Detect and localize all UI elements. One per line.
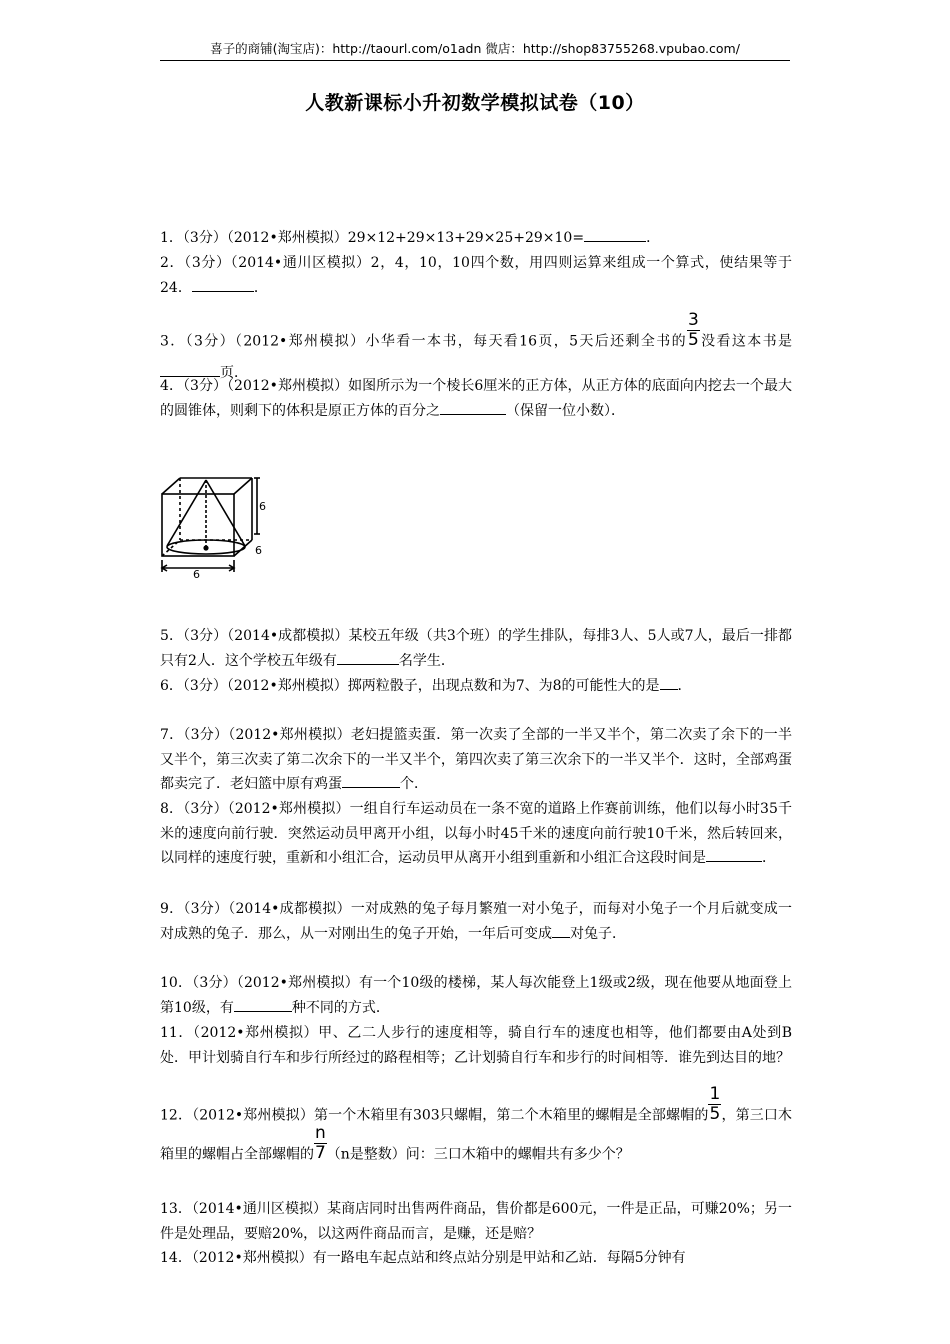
question-9-end: 对兔子． [570,925,626,942]
fraction-numerator: 3 [687,310,699,330]
answer-blank [660,675,678,690]
fraction-numerator: 1 [709,1084,721,1104]
question-7-text: 7．（3分）（2012•郑州模拟）老妇提篮卖蛋．第一次卖了全部的一半又半个，第二次卖了余下的一半又半个，第三次卖了第二次余下的一半又半个，第四次卖了第三次余下的一半又半个．这时，全部鸡蛋都卖完了．老妇篮中原有鸡蛋 [160,727,792,792]
question-12-text: 12．（2012•郑州模拟）第一个木箱里有303只螺帽，第二个木箱里的螺帽是全部螺帽的 [160,1107,709,1124]
question-4 [160,374,792,423]
question-2-end: ． [253,279,268,296]
question-14: 14．（2012•郑州模拟）有一路电车起点站和终点站分别是甲站和乙站．每隔5分钟有 [160,1250,686,1266]
fraction-denominator: 5 [709,1104,721,1124]
question-7 [160,723,792,797]
question-12 [160,1084,793,1174]
question-11: 11．（2012•郑州模拟）甲、乙二人步行的速度相等，骑自行车的速度也相等，他们都要由A处到B处．甲计划骑自行车和步行所经过的路程相等；乙计划骑自行车和步行的时间相等．谁先到达目的地？ [160,1025,792,1066]
fraction-denominator: 7 [314,1143,326,1163]
question-8-end: ． [762,850,776,866]
question-4-end: （保留一位小数）． [506,402,625,419]
question-12-text-end: （n是整数）问：三口木箱中的螺帽共有多少个？ [326,1146,630,1163]
question-4-text: 4．（3分）（2012•郑州模拟）如图所示为一个棱长6厘米的正方体，从正方体的底面向内挖去一个最大的圆锥体，则剩下的体积是原正方体的百分之 [160,378,792,419]
answer-blank [584,227,646,242]
page-title: 人教新课标小升初数学模拟试卷（10） [305,92,645,114]
fraction-denominator: 5 [687,330,699,350]
question-3-text: 3．（3分）（2012•郑州模拟）小华看一本书，每天看16页，5天后还剩全书的 [160,333,687,350]
question-13: 13．（2014•通川区模拟）某商店同时出售两件商品，售价都是600元，一件是正品，可赚20%；另一件是处理品，要赔20%，以这两件商品而言，是赚，还是赔？ [160,1201,792,1242]
answer-blank [342,773,400,788]
question-2 [160,251,792,300]
question-10-end: 种不同的方式． [291,999,390,1016]
question-1-text: 1．（3分）（2012•郑州模拟）29×12+29×13+29×25+29×10= [160,230,585,246]
question-6-end: ． [677,678,692,694]
question-6-text: 6．（3分）（2012•郑州模拟）掷两粒骰子，出现点数和为7、为8的可能性大的是 [160,678,660,694]
height-label: 6 [259,500,266,513]
answer-blank [234,997,292,1012]
fraction-three-fifths [687,311,700,350]
question-5 [160,624,792,673]
cube-cone-figure [158,474,268,580]
answer-blank [552,923,570,938]
fraction-numerator: n [315,1123,326,1143]
question-5-end: 名学生． [398,652,455,669]
question-6 [160,674,792,699]
fraction-one-fifth [708,1085,721,1124]
question-10 [160,971,792,1020]
answer-blank [337,650,399,665]
answer-blank [706,847,762,862]
cone-base-center [203,545,208,550]
fraction-n-sevenths [314,1124,327,1163]
question-8-text: 8．（3分）（2012•郑州模拟）一组自行车运动员在一条不宽的道路上作赛前训练，他们以每小时35千米的速度向前行驶．突然运动员甲离开小组，以每小时45千米的速度向前行驶10千米，然后转回来，以同样的速度行驶，重新和小组汇合，运动员甲从离开小组到重新和小组汇合这段时间是 [160,801,792,866]
question-2-text: 2．（3分）（2014•通川区模拟）2，4，10，10四个数，用四则运算来组成一个算式，使结果等于24． [160,255,792,296]
question-3-text-cont: 没看这本书是 [699,333,793,350]
question-12-text-cont: ，第三口木箱里的螺帽占全部螺帽的 [160,1107,793,1163]
question-10-text: 10．（3分）（2012•郑州模拟）有一个10级的楼梯，某人每次能登上1级或2级，现在他要从地面登上第10级，有 [160,975,792,1016]
question-1-end: ． [646,230,661,246]
question-3-end: 页． [220,365,248,381]
question-9 [160,897,792,946]
header-divider [160,60,790,61]
question-9-text: 9．（3分）（2014•成都模拟）一对成熟的兔子每月繁殖一对小兔子，而每对小兔子一个月后就变成一对成熟的兔子．那么，从一对刚出生的兔子开始，一年后可变成 [160,901,792,942]
page-header: 喜子的商铺(淘宝店)：http://taourl.com/o1adn 微店：http://shop83755268.vpubao.com/ [210,41,740,56]
depth-label: 6 [255,544,262,557]
question-7-end: 个． [400,776,428,792]
answer-blank [440,400,506,415]
question-1 [160,226,792,251]
width-label: 6 [193,568,200,580]
question-5-text: 5．（3分）（2014•成都模拟）某校五年级（共3个班）的学生排队，每排3人、5人或7人，最后一排都只有2人．这个学校五年级有 [160,628,792,669]
question-8 [160,797,792,871]
answer-blank [192,277,254,292]
